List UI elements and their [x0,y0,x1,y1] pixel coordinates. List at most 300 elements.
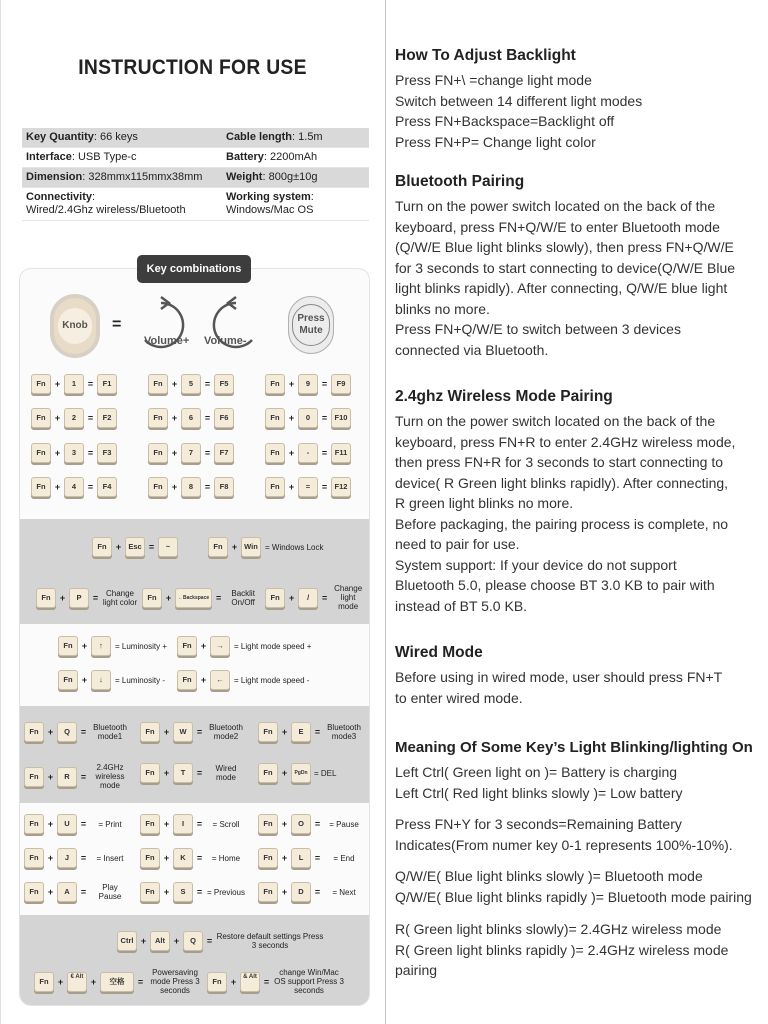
combo-row [58,636,311,656]
text-line: R green light blinks no more. [395,495,574,511]
plus: + [47,771,54,782]
plus: + [140,936,147,946]
plus: + [163,727,170,737]
text-line: connected via Bluetooth. [395,341,549,358]
combo-row [36,584,365,611]
text-line: instead of BT 5.0 KB. [395,597,528,614]
eq: = [322,592,328,603]
text-line: keyboard, press FN+Q/W/E to enter Bluetooth mode [395,218,720,235]
eq: = [263,976,270,987]
eq: = [196,887,203,897]
spec-label: Weight [226,171,263,183]
plus: + [81,675,88,685]
wireless-heading: 2.4ghz Wireless Mode Pairing [395,388,613,405]
combo-result-label: = Next [332,887,356,897]
key-fn: Fn [31,443,51,463]
change-light-mode-label: Change light mode [334,584,363,611]
plus: + [163,819,170,829]
key-fn: Fn [258,814,278,834]
backlit-label: Backlit On/Off [231,588,255,607]
windows-lock-label: = Windows Lock [265,542,324,552]
plus: + [54,379,61,389]
plus: + [171,482,178,492]
key-i: I [173,814,193,834]
key-fn: Fn [58,636,78,656]
plus: + [171,448,178,458]
plus: + [281,853,288,863]
key-fn: Fn [140,814,160,834]
text-line: Switch between 14 different light modes [395,92,643,109]
key-number: 5 [181,374,201,394]
key-fn: Fn [148,408,168,428]
key-number: 0 [298,408,318,428]
eq: = [196,853,203,863]
key-fn: Fn [177,670,197,690]
eq: = [80,727,87,737]
spec-value: Windows/Mac OS [226,204,314,216]
combo-result-label: 2.4GHz wireless mode [95,763,125,790]
combo-result-label: = Scroll [212,819,240,829]
key-fn: Fn [148,477,168,497]
key-right-arrow: → [210,636,230,656]
text-line: Before packaging, the pairing process is complete, no [395,515,729,532]
key-space: 空格 [100,972,134,992]
plus: + [47,887,54,897]
combo-result-label: = Pause [329,819,359,829]
plus: + [163,768,170,778]
key-q: Q [57,722,77,742]
key-t: T [173,763,193,783]
wired-paragraph [395,667,763,708]
backlight-heading: How To Adjust Backlight [395,47,576,64]
key-j: J [57,848,77,868]
plus: + [171,413,178,423]
light-meaning-paragraph-3 [395,866,763,907]
eq: = [92,592,99,603]
backlight-paragraph [395,70,763,152]
luminosity-minus-label: = Luminosity - [115,675,166,685]
eq: = [321,448,328,458]
page-title: INSTRUCTION FOR USE [78,56,307,79]
key-function: F4 [97,477,117,497]
key-a: A [57,882,77,902]
fkey-combo-row [265,443,351,463]
key-k: K [173,848,193,868]
key-fn: Fn [258,882,278,902]
fkey-combo-row [31,443,117,463]
plus: + [54,448,61,458]
key-fn: Fn [177,636,197,656]
speed-plus-label: = Light mode speed + [234,641,312,651]
spec-value: 66 keys [99,131,138,143]
key-fn: Fn [140,848,160,868]
combo-result-label: Bluetooth mode3 [327,723,361,741]
knob-icon [50,294,100,358]
column-divider [385,0,386,1024]
combo-row [140,814,246,834]
key-number: 3 [64,443,84,463]
key-number: 6 [181,408,201,428]
spec-label: Battery [226,151,264,163]
spec-row: Dimension: 328mmx115mmx38mm Weight: 800g±10g [22,168,369,188]
eq: = [314,853,321,863]
text-line: blinks no more. [395,300,490,317]
key-fn: Fn [148,443,168,463]
spec-label: Connectivity [26,191,93,203]
eq: = [196,768,203,778]
key-fn: Fn [148,374,168,394]
text-line: pairing [395,962,438,978]
combo-row [24,848,130,868]
eq: = [87,413,94,423]
plus: + [163,853,170,863]
eq: = [80,853,87,863]
eq: = [314,819,321,829]
text-line: Before using in wired mode, user should press FN+T [395,669,723,685]
text-line: Q/W/E( Blue light blinks slowly )= Bluetooth mode [395,868,703,884]
plus: + [288,448,295,458]
combo-result-label: = Print [98,819,122,829]
spec-row: Connectivity: Wired/2.4Ghz wireless/Bluetooth Working system: Windows/Mac OS [22,188,369,221]
text-line: Turn on the power switch located on the back of the [395,198,716,214]
eq: = [196,727,203,737]
key-fn: Fn [24,722,44,742]
key-number: 1 [64,374,84,394]
key-fn: Fn [36,588,56,608]
plus: + [47,727,54,737]
eq: = [314,727,321,737]
combo-row [258,848,364,868]
key-down-arrow: ↓ [91,670,111,690]
key-function: F1 [97,374,117,394]
combo-row [92,537,323,557]
eq: = [216,592,222,603]
key-number: 8 [181,477,201,497]
combo-row [258,722,364,742]
eq: = [80,887,87,897]
key-function: F9 [331,374,351,394]
text-line: Bluetooth 5.0, please choose BT 3.0 KB to pair with [395,577,715,593]
key-fn: Fn [31,374,51,394]
key-fn: Fn [265,588,285,608]
fkey-combo-row [31,408,117,428]
key-q: Q [183,931,203,951]
plus: + [59,592,66,603]
combo-row [258,763,336,783]
spec-value: 328mmx115mmx38mm [88,171,203,183]
key-pgdn: PgDn [291,763,311,783]
combo-row [117,931,324,951]
combo-row [24,763,130,790]
spec-value: 800g±10g [268,171,318,183]
fkey-combo-row [148,374,234,394]
text-line: Press FN+Y for 3 seconds=Remaining Battery [395,816,682,832]
light-meaning-paragraph-4 [395,919,763,981]
key-p: P [69,588,89,608]
key-fn: Fn [24,767,44,787]
key-number: = [298,477,318,497]
eq: = [204,413,211,423]
key-fn: Fn [31,408,51,428]
eq: = [204,448,211,458]
combo-result-label: Bluetooth mode1 [93,723,127,741]
plus: + [288,413,295,423]
key-number: - [298,443,318,463]
key-function: F11 [331,443,351,463]
rotate-counterclockwise-icon [210,295,262,357]
plus: + [57,976,64,987]
key-fn: Fn [34,972,54,992]
spec-value: 2200mAh [270,151,318,163]
combo-result-label: Wired mode [215,764,237,782]
press-label: Press [297,313,325,324]
key-slash: / [298,588,318,608]
key-up-arrow: ↑ [91,636,111,656]
key-l: L [291,848,311,868]
speed-minus-label: = Light mode speed - [234,675,310,685]
spec-label: Interface [26,151,72,163]
volume-up-label: Volume+ [144,335,190,347]
combo-row [24,882,130,902]
eq: = [204,379,211,389]
fkey-combo-row [31,477,117,497]
restore-defaults-label: Restore default settings Press 3 seconds [216,932,324,950]
mute-label: Mute [299,325,323,336]
eq: = [314,887,321,897]
combo-row [140,722,246,742]
combo-result-label: Bluetooth mode2 [209,723,243,741]
key-number: 9 [298,374,318,394]
key-o: O [291,814,311,834]
key-s: S [173,882,193,902]
fkey-combo-row [265,477,351,497]
plus: + [281,887,288,897]
key-tilde: ~ [158,537,178,557]
key-fn: Fn [92,537,112,557]
press-mute-icon [288,296,334,354]
key-function: F5 [214,374,234,394]
key-fn: Fn [265,477,285,497]
combo-result-label: = End [333,853,355,863]
combo-result-label: = Home [211,853,241,863]
key-fn: Fn [31,477,51,497]
eq: = [196,819,203,829]
plus: + [200,675,207,685]
key-alt: Alt [150,931,170,951]
key-fn: Fn [24,814,44,834]
change-light-color-label: Change light color [102,588,138,607]
combo-result-label: Play Pause [98,883,122,901]
fkey-combo-row [31,374,117,394]
bluetooth-heading: Bluetooth Pairing [395,173,525,190]
eq: = [80,771,87,782]
wired-heading: Wired Mode [395,644,483,661]
combo-row [140,882,246,902]
key-fn: Fn [265,408,285,428]
key-fn: Fn [265,443,285,463]
plus: + [200,641,207,651]
plus: + [47,853,54,863]
plus: + [288,482,295,492]
key-fn: Fn [140,722,160,742]
key-function: F2 [97,408,117,428]
text-line: Left Ctrl( Red light blinks slowly )= Low battery [395,784,683,801]
plus: + [173,936,180,946]
plus: + [171,379,178,389]
combo-row [258,882,364,902]
plus: + [115,542,122,552]
text-line: light blinks rapidly). After connecting, Q/W/E blue light [395,280,728,296]
plus: + [289,592,295,603]
key-function: F10 [331,408,351,428]
eq: = [148,542,155,552]
key-r: R [57,767,77,787]
key-number: 4 [64,477,84,497]
key-combinations-label: Key combinations [137,255,251,283]
fkey-combo-row [265,408,351,428]
key-alt-euro: € Alt [67,972,87,992]
plus: + [288,379,295,389]
rotate-clockwise-icon [135,295,190,357]
text-line: for 3 seconds to start connecting to device(Q/W/E Blue [395,259,736,276]
combo-row [140,848,246,868]
plus: + [231,542,238,552]
light-meaning-heading: Meaning Of Some Key’s Light Blinking/lighting On [395,739,753,756]
text-line: R( Green light blinks slowly)= 2.4GHz wireless mode [395,921,722,937]
key-number: 7 [181,443,201,463]
knob-label: Knob [58,308,92,344]
plus: + [54,413,61,423]
spec-value: 1.5m [298,131,323,143]
combo-row [24,722,130,742]
spec-label: Cable length [226,131,293,143]
key-alt-ampersand: & Alt [240,972,260,992]
key-number: 2 [64,408,84,428]
key-function: F6 [214,408,234,428]
key-fn: Fn [208,537,228,557]
left-border [0,0,1,1024]
text-line: System support: If your device do not support [395,556,677,573]
powersaving-label: Powersaving mode Press 3 seconds [150,968,200,995]
spec-label: Key Quantity [26,131,94,143]
spec-row: Interface: USB Type-c Battery: 2200mAh [22,148,369,168]
spec-table [22,128,369,221]
text-line: need to pair for use. [395,536,520,552]
volume-down-label: Volume- [204,335,247,347]
key-function: F8 [214,477,234,497]
key-e: E [291,722,311,742]
spec-value: USB Type-c [77,151,137,163]
spec-value: Wired/2.4Ghz wireless/Bluetooth [26,204,186,216]
key-left-arrow: ← [210,670,230,690]
text-line: Turn on the power switch located on the back of the [395,413,716,429]
combo-result-label: = Previous [206,887,246,897]
eq: = [87,482,94,492]
text-line: device( R Green light blinks rapidly). After connecting, [395,474,729,491]
key-fn: Fn [258,763,278,783]
plus: + [54,482,61,492]
combo-result-label: = Insert [96,853,124,863]
text-line: Press FN+Backspace=Backlight off [395,113,615,129]
plus: + [163,887,170,897]
combo-row [34,968,345,995]
key-ctrl: Ctrl [117,931,137,951]
key-fn: Fn [265,374,285,394]
combo-row [58,670,309,690]
key-d: D [291,882,311,902]
key-w: W [173,722,193,742]
text-line: R( Green light blinks rapidly )= 2.4GHz wireless mode [395,941,729,958]
key-fn: Fn [24,882,44,902]
plus: + [230,976,237,987]
plus: + [281,768,288,778]
key-fn: Fn [258,848,278,868]
text-line: Press FN+\ =change light mode [395,72,592,88]
spec-label: Dimension [26,171,83,183]
spec-label: Working system [226,191,311,203]
win-mac-switch-label: change Win/Mac OS support Press 3 seconds [274,968,344,995]
plus: + [165,592,172,603]
key-win: Win [241,537,261,557]
combo-row [24,814,130,834]
key-backspace: ←Backspace [175,588,212,608]
text-line: (Q/W/E Blue light blinks slowly), then press FN+Q/W/E [395,239,734,255]
text-line: to enter wired mode. [395,689,523,706]
plus: + [281,819,288,829]
equals-sign: = [112,316,122,333]
luminosity-plus-label: = Luminosity + [115,641,168,651]
plus: + [90,976,97,987]
plus: + [281,727,288,737]
combo-row [140,763,246,783]
key-fn: Fn [24,848,44,868]
fkey-combo-row [265,374,351,394]
key-fn: Fn [58,670,78,690]
key-fn: Fn [207,972,227,992]
text-line: Left Ctrl( Green light on )= Battery is charging [395,764,678,780]
text-line: Q/W/E( Blue light blinks rapidly )= Bluetooth mode pairing [395,888,752,905]
eq: = [80,819,87,829]
light-meaning-paragraph-2 [395,814,763,855]
eq: = [137,976,144,987]
eq: = [321,379,328,389]
fkey-combo-row [148,477,234,497]
key-fn: Fn [140,882,160,902]
fkey-combo-row [148,408,234,428]
key-fn: Fn [142,588,162,608]
combo-row [258,814,364,834]
text-line: Press FN+P= Change light color [395,133,596,150]
light-meaning-paragraph-1 [395,762,763,803]
spec-row: Key Quantity: 66 keys Cable length: 1.5m [22,128,369,148]
bluetooth-paragraph [395,196,763,360]
key-function: F3 [97,443,117,463]
eq: = [87,448,94,458]
key-fn: Fn [140,763,160,783]
key-esc: Esc [125,537,145,557]
plus: + [81,641,88,651]
eq: = [321,482,328,492]
wireless-paragraph [395,411,763,616]
key-u: U [57,814,77,834]
fkey-combo-row [148,443,234,463]
text-line: then press FN+R for 3 seconds to start connecting to [395,454,724,470]
text-line: keyboard, press FN+R to enter 2.4GHz wireless mode, [395,433,736,450]
eq: = [206,936,213,946]
key-function: F7 [214,443,234,463]
eq: = [204,482,211,492]
combo-result-label: = DEL [314,768,337,778]
